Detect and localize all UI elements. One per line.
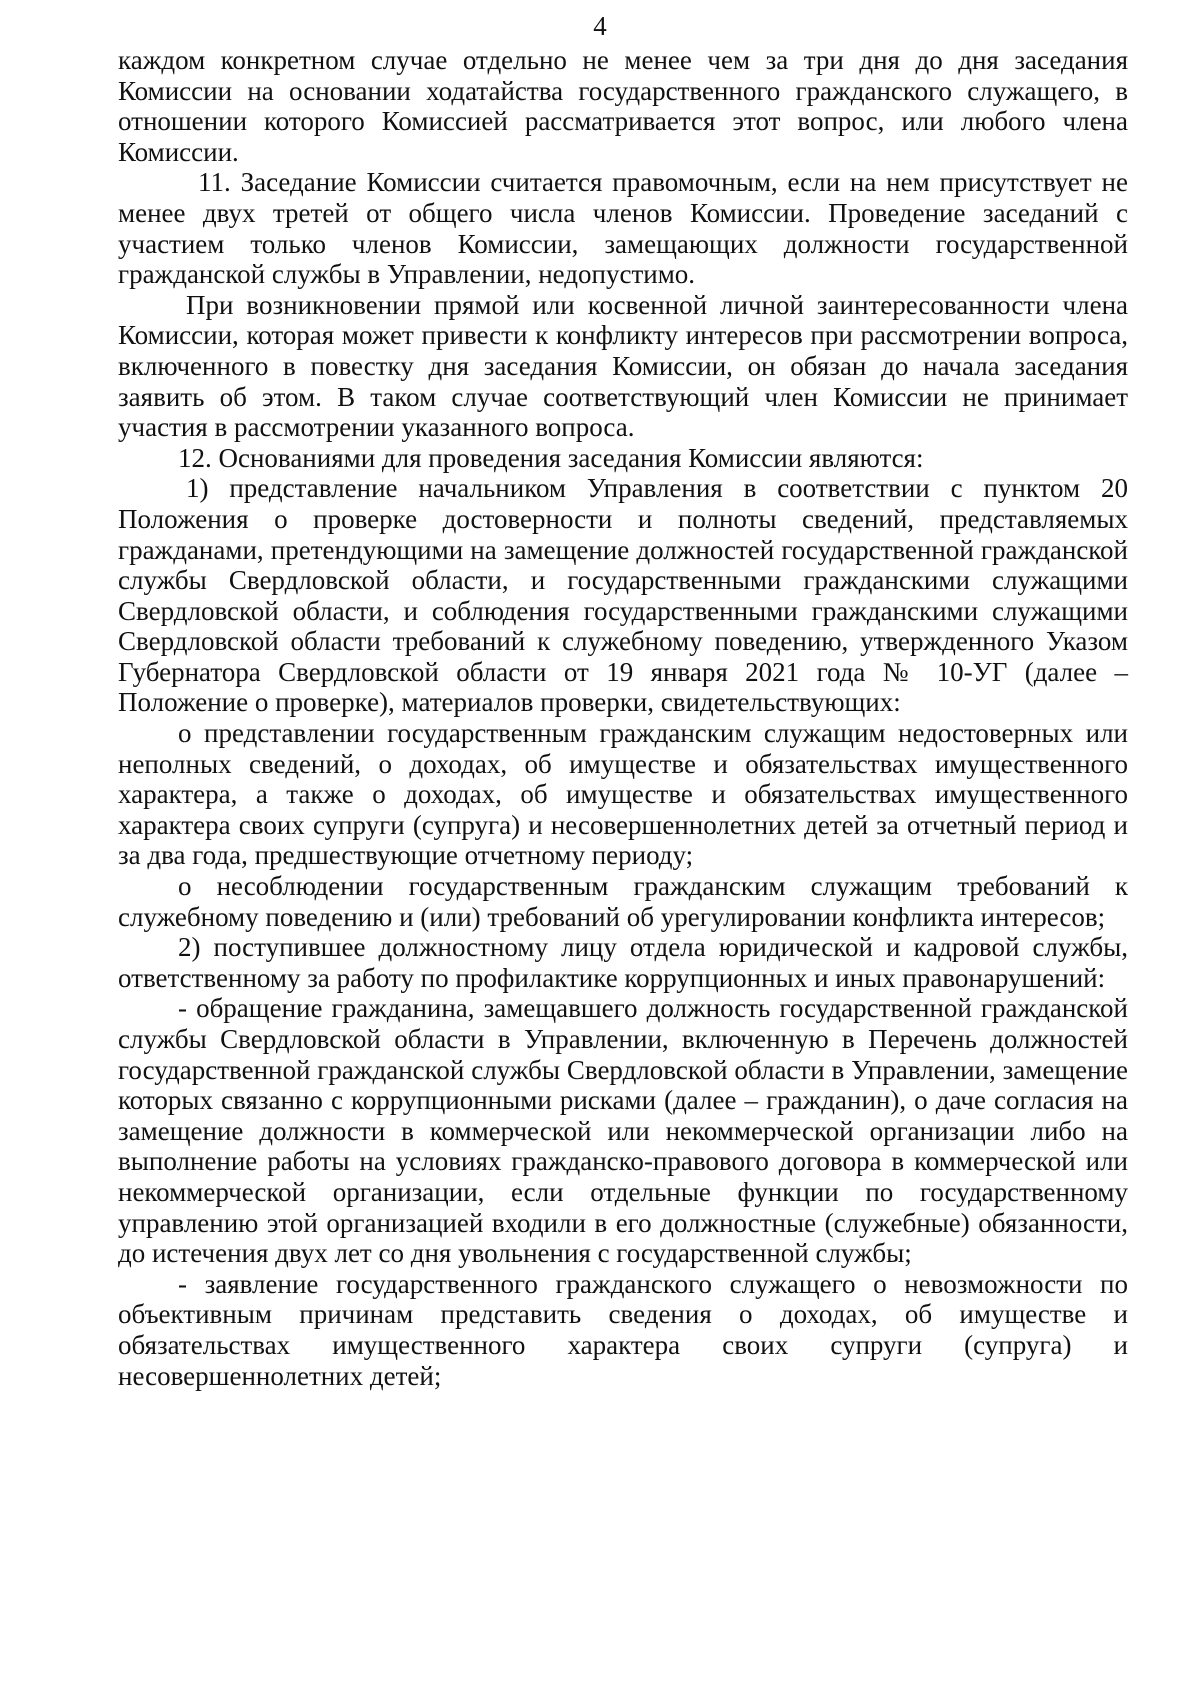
paragraph-bullet-citizen-appeal: - обращение гражданина, замещавшего должность государственной гражданской службы Свердловской области в Управлении, включенную в Перечень должностей государственной гражданской службы Свердловской области в Управлении, замещение которых связанно с коррупционными рисками (далее – гражданин), о даче согласия на замещение должности в коммерческой или некоммерческой организации либо на выполнение работы на условиях гражданско-правового договора в коммерческой или некоммерческой организации, если отдельные функции по государственному управлению этой организацией входили в его должностные (служебные) обязанности, до истечения двух лет со дня увольнения с государственной службы; <box>118 993 1128 1269</box>
paragraph-bullet-servant-statement: - заявление государственного гражданского служащего о невозможности по объективным причинам представить сведения о доходах, об имуществе и обязательствах имущественного характера своих супруги (супруга) и несовершеннолетних детей; <box>118 1268 1128 1391</box>
paragraph-conflict-of-interest: При возникновении прямой или косвенной личной заинтересованности члена Комиссии, которая может привести к конфликту интересов при рассмотрении вопроса, включенного в повестку дня заседания Комиссии, он обязан до начала заседания заявить об этом. В таком случае соответствующий член Комиссии не принимает участия в рассмотрении указанного вопроса. <box>118 289 1128 443</box>
paragraph-item-12-1: 1) представление начальником Управления в соответствии с пунктом 20 Положения о проверке достоверности и полноты сведений, представляемых гражданами, претендующими на замещение должностей государственной гражданской службы Свердловской области, и государственными гражданскими служащими Свердловской области, и соблюдения государственными гражданскими служащими Свердловской области требований к служебному поведению, утвержденного Указом Губернатора Свердловской области от 19 января 2021 года № 10-УГ (далее – Положение о проверке), материалов проверки, свидетельствующих: <box>118 473 1128 718</box>
paragraph-continuation: каждом конкретном случае отдельно не менее чем за три дня до дня заседания Комиссии на основании ходатайства государственного гражданского служащего, в отношении которого Комиссией рассматривается этот вопрос, или любого члена Комиссии. <box>118 45 1128 167</box>
paragraph-item-11: 11. Заседание Комиссии считается правомочным, если на нем присутствует не менее двух третей от общего числа членов Комиссии. Проведение заседаний с участием только членов Комиссии, замещающих должности государственной гражданской службы в Управлении, недопустимо. <box>118 167 1128 290</box>
paragraph-item-12-2: 2) поступившее должностному лицу отдела юридической и кадровой службы, ответственному за работу по профилактике коррупционных и иных правонарушений: <box>118 932 1128 993</box>
page-number: 4 <box>593 11 607 41</box>
paragraph-subitem-unreliable-info: о представлении государственным гражданским служащим недостоверных или неполных сведений, о доходах, об имуществе и обязательствах имущественного характера, а также о доходах, об имуществе и обязательствах имущественного характера своих супруги (супруга) и несовершеннолетних детей за отчетный период и за два года, предшествующие отчетному периоду; <box>118 718 1128 871</box>
paragraph-item-12: 12. Основаниями для проведения заседания Комиссии являются: <box>178 442 924 473</box>
paragraph-subitem-noncompliance: о несоблюдении государственным гражданским служащим требований к служебному поведению и (или) требований об урегулировании конфликта интересов; <box>118 871 1128 932</box>
document-body <box>118 45 1128 1391</box>
